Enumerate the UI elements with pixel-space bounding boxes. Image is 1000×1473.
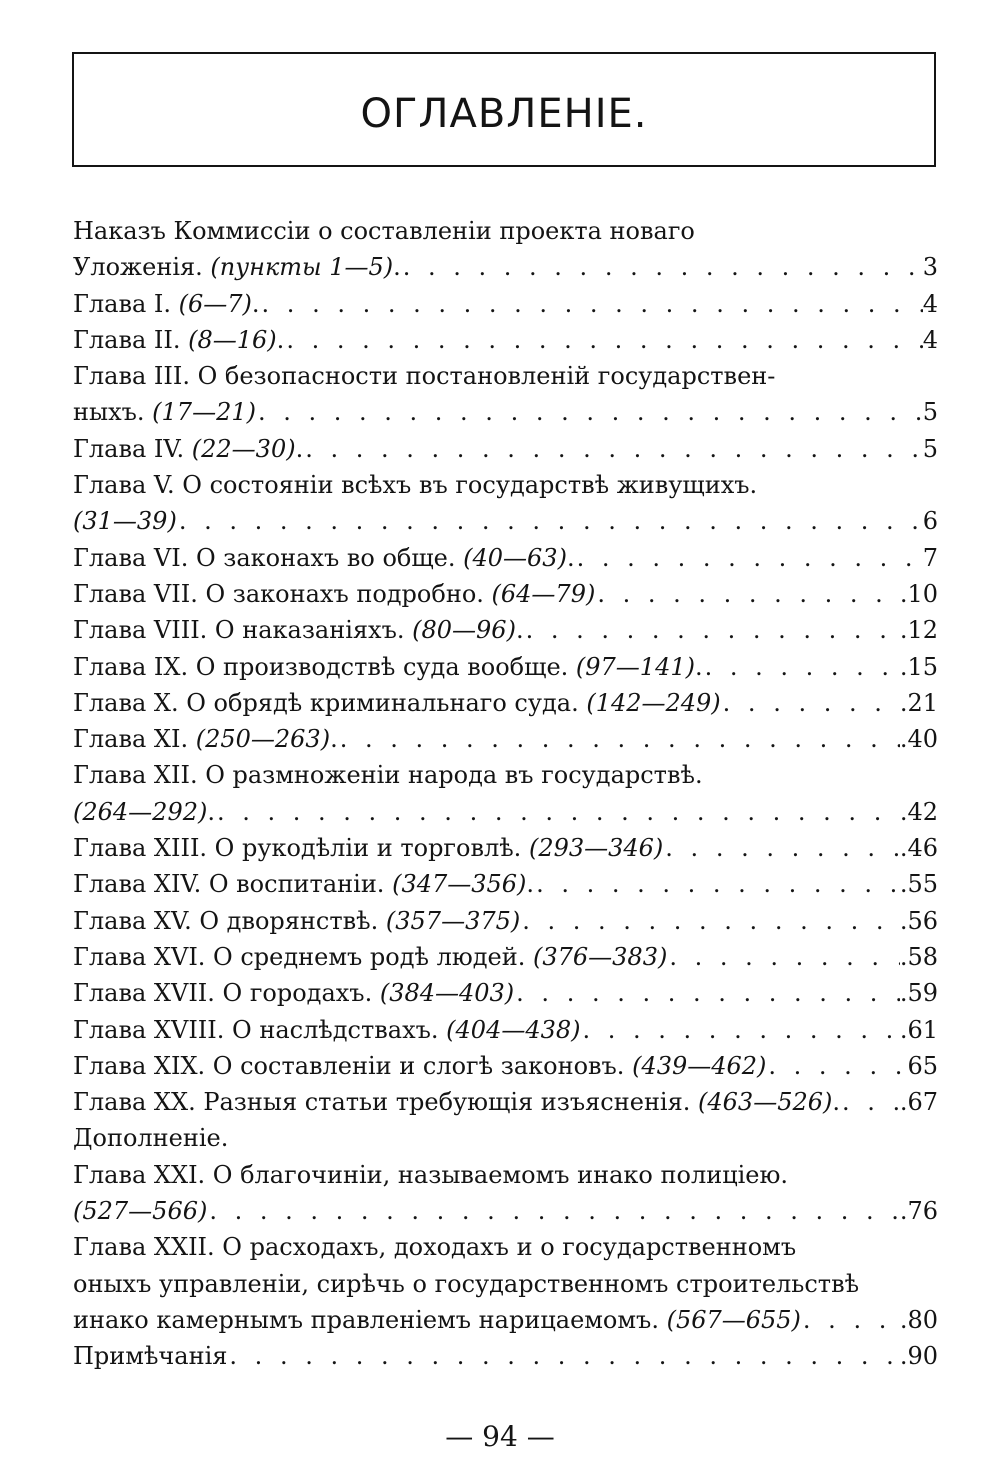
dot-leader	[514, 975, 900, 1011]
toc-entry[interactable]	[73, 939, 938, 975]
dot-leader	[227, 1338, 899, 1374]
article-range: (31—39)	[73, 507, 177, 536]
toc-entry-text	[73, 1012, 581, 1048]
entry-page-number: 5	[922, 398, 938, 427]
toc-entry[interactable]	[73, 213, 938, 286]
toc-entry-last-line	[73, 1012, 938, 1048]
toc-entry-last-line	[73, 1048, 938, 1084]
range-trailing-dot: .	[393, 253, 401, 282]
dot-leader	[663, 830, 900, 866]
toc-entry-last-line	[73, 1193, 938, 1229]
article-range: (40—63)	[463, 543, 567, 572]
range-trailing-dot: .	[295, 434, 304, 463]
dot-leader	[801, 1302, 900, 1338]
entry-title: Глава VI. О законахъ во обще.	[73, 543, 464, 572]
entry-page-number: .67	[899, 1088, 938, 1117]
toc-entry-last-line	[73, 322, 938, 358]
toc-entry[interactable]	[73, 467, 938, 540]
toc-entry-last-line	[73, 721, 938, 757]
article-range: (пункты 1—5)	[210, 253, 394, 282]
entry-page-number: .21	[899, 688, 938, 717]
toc-entry-last-line	[73, 1302, 938, 1338]
article-range: (293—346)	[528, 834, 664, 863]
toc-entry-line: Глава III. О безопасности постановленій государствен-	[73, 362, 776, 391]
toc-entry-text	[73, 794, 215, 830]
toc-entry-text	[73, 903, 520, 939]
toc-entry-text	[73, 1084, 840, 1120]
dot-leader	[215, 794, 900, 830]
article-range: (17—21)	[152, 398, 256, 427]
toc-entry-last-line	[73, 794, 938, 830]
toc-entry-line: Глава V. О состояніи всѣхъ въ государствѣ живущихъ.	[73, 471, 758, 500]
entry-page-number: 65	[907, 1051, 938, 1080]
toc-entry[interactable]	[73, 1157, 938, 1230]
toc-entry-last-line	[73, 866, 938, 902]
toc-entry[interactable]	[73, 612, 938, 648]
entry-title: Глава XVI. О среднемъ родѣ людей.	[73, 942, 533, 971]
entry-title: Глава XV. О дворянствѣ.	[73, 906, 386, 935]
toc-entry-last-line	[73, 903, 938, 939]
toc-entry-text	[73, 939, 667, 975]
entry-page-number: 4	[922, 289, 938, 318]
dot-leader	[401, 249, 923, 285]
toc-entry-text	[73, 431, 303, 467]
toc-entry-last-line	[73, 939, 938, 975]
entry-page-number: .12	[899, 616, 938, 645]
toc-entry[interactable]	[73, 1120, 938, 1156]
range-trailing-dot: .	[526, 870, 535, 899]
toc-entry-text	[73, 394, 256, 430]
toc-entry-text	[73, 503, 177, 539]
entry-title: Глава XIII. О рукодѣліи и торговлѣ.	[73, 834, 529, 863]
article-range: (463—526)	[698, 1088, 833, 1117]
dot-leader	[207, 1193, 899, 1229]
toc-entry-last-line	[73, 1338, 938, 1374]
entry-title: Глава XIV. О воспитаніи.	[73, 870, 393, 899]
toc-entry-text	[73, 649, 703, 685]
entry-page-number: .55	[899, 870, 938, 899]
toc-entry[interactable]	[73, 286, 938, 322]
toc-entry-last-line	[73, 830, 938, 866]
page-title: ОГЛАВЛЕНІЕ.	[360, 90, 648, 137]
range-trailing-dot: .	[276, 325, 285, 354]
article-range: (439—462)	[632, 1051, 767, 1080]
entry-title: Глава XI.	[73, 725, 196, 754]
dot-leader	[766, 1048, 907, 1084]
toc-entry-text	[73, 866, 534, 902]
entry-page-number: .76	[899, 1197, 938, 1226]
entry-title: Глава VIII. О наказаніяхъ.	[73, 616, 413, 645]
toc-entry-text	[73, 685, 721, 721]
entry-title: Глава XVII. О городахъ.	[73, 979, 380, 1008]
toc-entry-text	[73, 1193, 207, 1229]
toc-entry[interactable]	[73, 721, 938, 757]
toc-entry-last-line	[73, 612, 938, 648]
entry-page-number: .59	[899, 979, 938, 1008]
toc-entry[interactable]	[73, 358, 938, 431]
entry-page-number: 6	[922, 507, 938, 536]
toc-entry-text	[73, 1048, 766, 1084]
entry-title: Глава XVIII. О наслѣдствахъ.	[73, 1015, 447, 1044]
article-range: (404—438)	[446, 1015, 581, 1044]
entry-page-number: .15	[899, 652, 938, 681]
toc-entry[interactable]	[73, 649, 938, 685]
range-trailing-dot: .	[207, 797, 215, 826]
toc-entry-text	[73, 322, 284, 358]
toc-entry-text	[73, 576, 595, 612]
toc-entry-line: Наказъ Коммиссіи о составленіи проекта новаго	[73, 217, 695, 245]
toc-entry[interactable]	[73, 975, 938, 1011]
toc-entry[interactable]	[73, 1012, 938, 1048]
dot-leader	[595, 576, 899, 612]
entry-page-number: 3	[922, 253, 938, 282]
dot-leader	[703, 649, 900, 685]
toc-entry-last-line	[73, 649, 938, 685]
entry-title: Глава XX. Разныя статьи требующія изъясненія.	[73, 1088, 699, 1117]
article-range: (97—141)	[575, 652, 695, 681]
toc-entry-text	[73, 975, 514, 1011]
toc-entry-last-line	[73, 431, 938, 467]
toc-entry[interactable]	[73, 866, 938, 902]
dot-leader	[524, 612, 900, 648]
toc-entry-text	[73, 1124, 228, 1152]
entry-title: Глава I.	[73, 289, 179, 318]
range-trailing-dot: .	[515, 616, 524, 645]
toc-entry-last-line	[73, 286, 938, 322]
toc-entry-last-line	[73, 1120, 938, 1156]
range-trailing-dot: .	[330, 725, 338, 754]
toc-entry-text	[73, 249, 401, 285]
entry-page-number: .56	[899, 906, 938, 935]
range-trailing-dot: .	[694, 652, 703, 681]
toc-entry[interactable]	[73, 576, 938, 612]
article-range: (264—292)	[73, 797, 208, 826]
dot-leader	[520, 903, 900, 939]
article-range: (142—249)	[586, 688, 721, 717]
entry-page-number: 4	[922, 325, 938, 354]
dot-leader	[177, 503, 923, 539]
dot-leader	[256, 394, 923, 430]
entry-title: Глава II.	[73, 325, 189, 354]
toc-entry[interactable]	[73, 540, 938, 576]
article-range: (567—655)	[666, 1305, 801, 1334]
toc-entry-last-line	[73, 576, 938, 612]
article-range: (8—16)	[188, 325, 277, 354]
entry-page-number: .80	[899, 1305, 938, 1334]
toc-entry-text	[73, 1302, 801, 1338]
toc-entry-text	[73, 612, 524, 648]
article-range: (347—356)	[392, 870, 527, 899]
table-of-contents	[73, 213, 938, 1375]
entry-title: Глава X. О обрядѣ криминальнаго суда.	[73, 688, 587, 717]
toc-entry-text	[73, 721, 338, 757]
dot-leader	[840, 1084, 900, 1120]
entry-title: инако камернымъ правленіемъ нарицаемомъ.	[73, 1305, 667, 1334]
entry-title: Дополненіе.	[73, 1124, 229, 1153]
dot-leader	[575, 540, 923, 576]
toc-entry[interactable]	[73, 1229, 938, 1338]
toc-entry-last-line	[73, 540, 938, 576]
entry-title: Глава IV.	[73, 434, 192, 463]
toc-entry-text	[73, 286, 260, 322]
article-range: (384—403)	[379, 979, 515, 1008]
entry-title: Глава XIX. О составленіи и слогѣ законовъ.	[73, 1051, 633, 1080]
toc-entry-last-line	[73, 249, 938, 285]
toc-entry[interactable]	[73, 685, 938, 721]
article-range: (6—7)	[178, 289, 252, 318]
toc-entry-last-line	[73, 1084, 938, 1120]
article-range: (357—375)	[385, 906, 521, 935]
toc-entry-last-line	[73, 503, 938, 539]
toc-entry-line: Глава XII. О размноженіи народа въ государствѣ.	[73, 761, 703, 790]
dot-leader	[303, 431, 922, 467]
dot-leader	[284, 322, 922, 358]
article-range: (527—566)	[73, 1197, 208, 1226]
entry-page-number: .40	[899, 725, 938, 754]
dot-leader	[260, 286, 923, 322]
toc-entry[interactable]	[73, 322, 938, 358]
page-number: — 94 —	[445, 1420, 555, 1453]
toc-entry[interactable]	[73, 431, 938, 467]
toc-entry-line: оныхъ управленіи, сирѣчь о государственномъ строительствѣ	[73, 1269, 860, 1298]
entry-title: Уложенія.	[73, 253, 211, 282]
toc-entry-line: Глава XXI. О благочиніи, называемомъ инако полиціею.	[73, 1160, 789, 1189]
entry-page-number: 7	[922, 543, 938, 572]
entry-page-number: .58	[899, 942, 938, 971]
dot-leader	[338, 721, 900, 757]
entry-page-number: 5	[922, 434, 938, 463]
range-trailing-dot: .	[566, 543, 575, 572]
article-range: (250—263)	[195, 725, 331, 754]
entry-page-number: .10	[899, 579, 938, 608]
entry-page-number: .42	[899, 797, 938, 826]
toc-entry[interactable]	[73, 1338, 938, 1374]
article-range: (376—383)	[532, 942, 668, 971]
toc-entry-text	[73, 830, 663, 866]
entry-page-number: .46	[899, 834, 938, 863]
dot-leader	[721, 685, 900, 721]
toc-entry-line: Глава XXII. О расходахъ, доходахъ и о государственномъ	[73, 1233, 797, 1262]
entry-title: Глава IX. О производствѣ суда вообще.	[73, 652, 576, 681]
entry-title: Глава VII. О законахъ подробно.	[73, 579, 492, 608]
toc-entry-last-line	[73, 685, 938, 721]
entry-title: Примѣчанія	[73, 1342, 228, 1371]
toc-entry-text	[73, 540, 575, 576]
range-trailing-dot: .	[251, 289, 260, 318]
article-range: (80—96)	[412, 616, 516, 645]
article-range: (64—79)	[491, 579, 596, 608]
entry-page-number: .61	[899, 1015, 938, 1044]
title-frame	[72, 52, 936, 167]
dot-leader	[667, 939, 900, 975]
entry-title: ныхъ.	[73, 398, 153, 427]
toc-entry-text	[73, 1338, 227, 1374]
toc-entry[interactable]	[73, 903, 938, 939]
toc-entry[interactable]	[73, 1048, 938, 1084]
dot-leader	[581, 1012, 900, 1048]
toc-entry[interactable]	[73, 757, 938, 830]
range-trailing-dot: .	[832, 1088, 840, 1117]
toc-entry[interactable]	[73, 1084, 938, 1120]
dot-leader	[534, 866, 900, 902]
article-range: (22—30)	[191, 434, 296, 463]
toc-entry-last-line	[73, 975, 938, 1011]
entry-page-number: .90	[899, 1342, 938, 1371]
toc-entry[interactable]	[73, 830, 938, 866]
toc-entry-last-line	[73, 394, 938, 430]
